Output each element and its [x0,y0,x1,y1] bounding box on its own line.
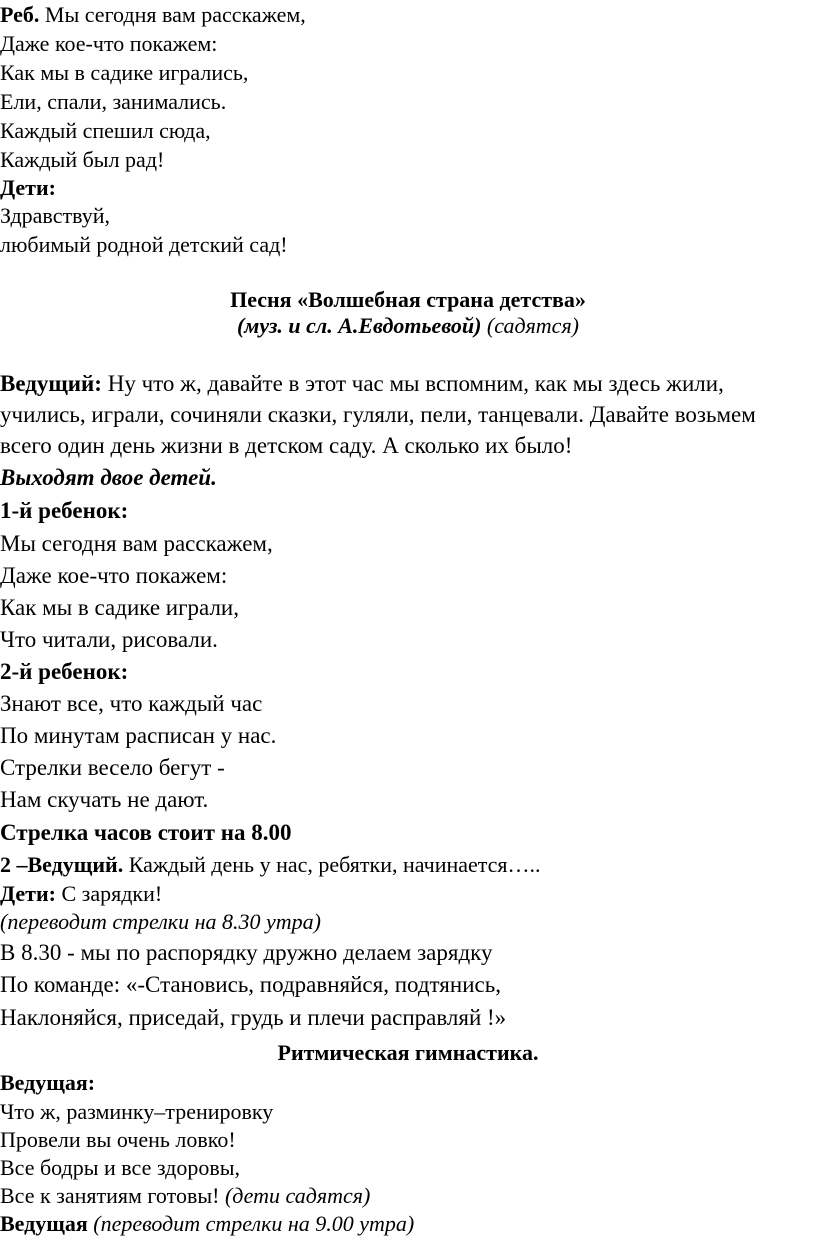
verse-line: Стрелки весело бегут - [0,755,225,780]
stage-direction: (дети садятся) [224,1183,371,1208]
host-text: Ну что ж, давайте в этот час мы вспомним, как мы здесь жили, [101,371,724,396]
verse-line: Знают все, что каждый час [0,691,263,716]
song-title: Песня «Волшебная страна детства» [230,287,586,312]
clock-note: Стрелка часов стоит на 8.00 [0,820,292,845]
host-line: учились, играли, сочиняли сказки, гуляли, пели, танцевали. Давайте возьмем [0,402,756,427]
gym-title: Ритмическая гимнастика. [277,1040,539,1065]
verse-line: Что ж, разминку–тренировку [0,1099,274,1124]
speaker-deti: Дети: [0,881,56,906]
speaker-vedushchaya: Ведущая [0,1211,88,1236]
deti-text: С зарядки! [55,881,163,906]
speaker-vedushchaya: Ведущая: [0,1070,96,1095]
verse-line: Ели, спали, занимались. [0,89,227,114]
vedushchaya2-line [0,1211,414,1237]
verse-line [0,1183,370,1209]
verse-line: Нам скучать не дают. [0,787,209,812]
verse-line: Как мы в садике игрались, [0,60,249,85]
verse-line: По минутам расписан у нас. [0,723,277,748]
song-credit: (муз. и сл. А.Евдотьевой) [236,313,482,338]
verse-line: Все бодры и все здоровы, [0,1155,240,1180]
speaker-host2: 2 –Ведущий. [0,852,124,877]
verse-line: Наклоняйся, приседай, грудь и плечи расправляй !» [0,1005,507,1030]
verse-line: Здравствуй, [0,203,110,228]
deti-line [0,881,162,907]
speaker-child1: 1-й ребенок: [0,498,129,523]
verse-line: В 8.30 - мы по распорядку дружно делаем зарядку [0,940,493,965]
verse-line: По команде: «-Становись, подравняйся, подтянись, [0,972,501,997]
verse-text: Все к занятиям готовы! [0,1183,225,1208]
reb-text: Мы сегодня вам расскажем, [39,2,306,27]
speaker-deti: Дети: [0,175,56,200]
verse-line: Провели вы очень ловко! [0,1127,236,1152]
verse-line: Как мы в садике играли, [0,595,239,620]
speaker-child2: 2-й ребенок: [0,659,129,684]
verse-line: Даже кое-что покажем: [0,31,218,56]
stage-direction: (переводит стрелки на 8.30 утра) [0,909,321,934]
stage-direction: (переводит стрелки на 9.00 утра) [87,1211,415,1236]
speaker-reb: Реб. [0,2,40,27]
verse-line: Что читали, рисовали. [0,627,218,652]
verse-line: Каждый был рад! [0,147,165,172]
verse-line: любимый родной детский сад! [0,232,288,257]
song-credit-line [0,313,816,339]
verse-line: Каждый спешил сюда, [0,118,211,143]
host2-text: Каждый день у нас, ребятки, начинается….. [123,852,541,877]
host-line: всего один день жизни в детском саду. А сколько их было! [0,433,573,458]
song-stage-direction: (садятся) [481,313,580,338]
host-line [0,371,724,397]
verse-line: Мы сегодня вам расскажем, [0,531,273,556]
stage-direction: Выходят двое детей. [0,465,217,490]
verse-line: Даже кое-что покажем: [0,563,228,588]
reb-line [0,2,306,28]
host2-line [0,852,541,878]
speaker-host: Ведущий: [0,371,102,396]
